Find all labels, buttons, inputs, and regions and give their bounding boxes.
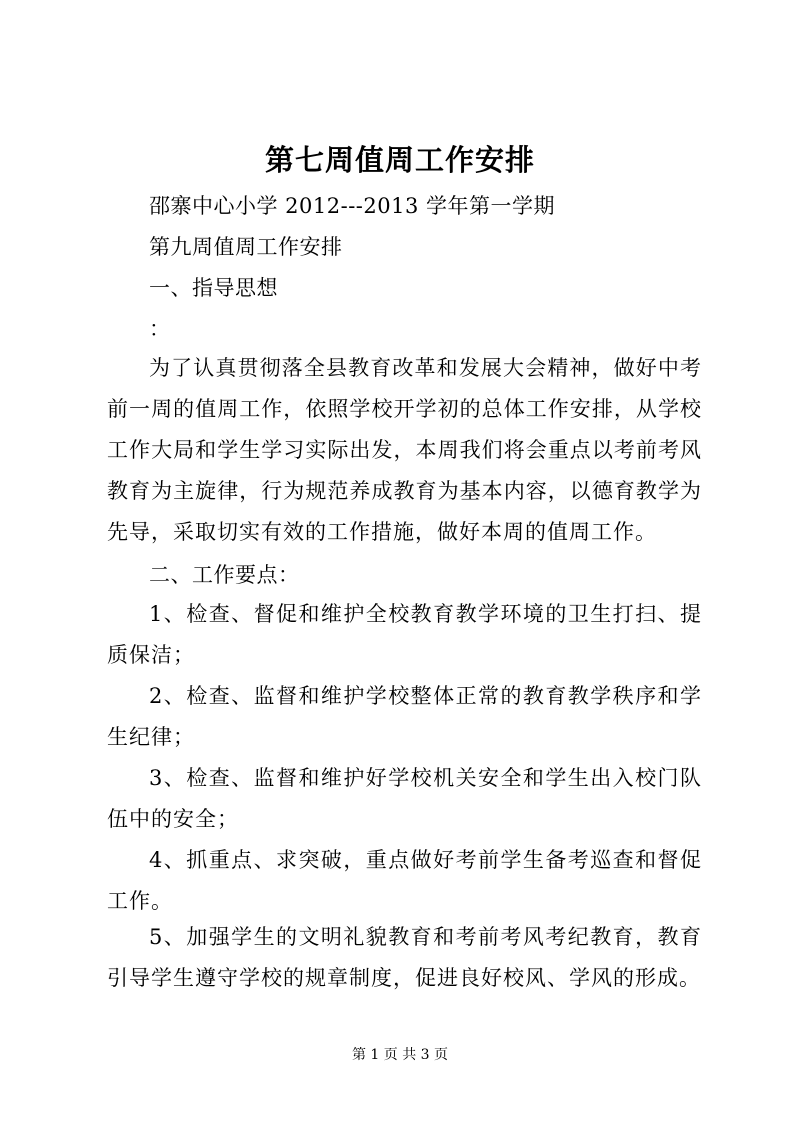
intro-paragraph: 为了认真贯彻落全县教育改革和发展大会精神，做好中考前一周的值周工作，依照学校开学初的总体工作安排，从学校工作大局和学生学习实际出发，本周我们将会重点以考前考风教育为主旋律，行为规范养成教育为基本内容，以德育教学为先导，采取切实有效的工作措施，做好本周的值周工作。 [107, 356, 702, 544]
section-heading-guiding-ideology: 一、指导思想 [149, 276, 278, 300]
work-point-5: 5、加强学生的文明礼貌教育和考前考风考纪教育，教育引导学生遵守学校的规章制度，促进良好校风、学风的形成。 [107, 925, 702, 990]
section-heading-work-points: 二、工作要点： [149, 563, 300, 587]
document-subtitle: 第九周值周工作安排 [149, 235, 343, 259]
work-point-3: 3、检查、监督和维护好学校机关安全和学生出入校门队伍中的安全； [107, 766, 702, 831]
work-point-1: 1、检查、督促和维护全校教育教学环境的卫生打扫、提质保洁； [107, 602, 702, 667]
work-point-2: 2、检查、监督和维护学校整体正常的教育教学秩序和学生纪律； [107, 684, 702, 749]
document-title: 第七周值周工作安排 [264, 143, 535, 177]
school-semester-line: 邵寨中心小学 2012---2013 学年第一学期 [149, 194, 556, 218]
page-footer: 第 1 页 共 3 页 [351, 1047, 449, 1063]
colon-line: ： [149, 317, 171, 341]
work-point-4: 4、抓重点、求突破，重点做好考前学生备考巡查和督促工作。 [107, 848, 702, 913]
